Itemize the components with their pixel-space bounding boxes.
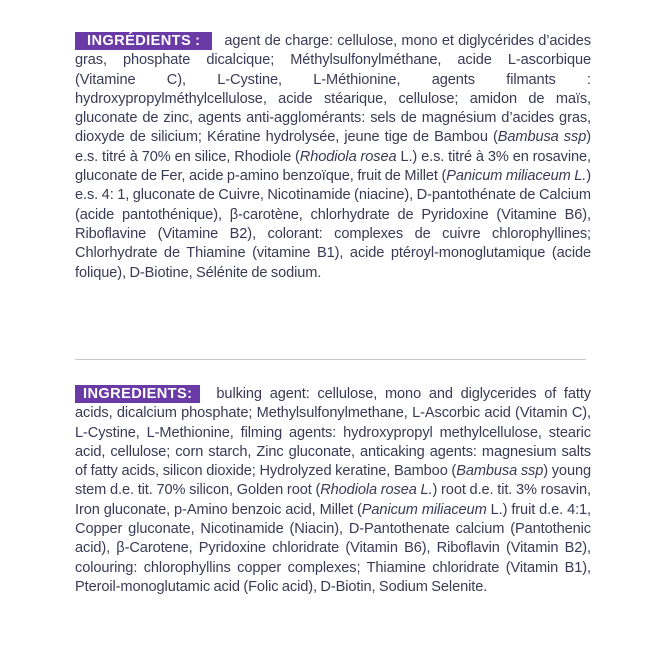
ingredients-text-en-3: ) root d.e. tit. 3% rosavin, Iron gluconate, p-Amino benzoic acid, Millet ( [75, 482, 591, 518]
ingredients-italic-en-2: Rhodiola rosea L. [320, 482, 433, 499]
ingredients-text-fr-3: L.) e.s. titré à 3% en rosavine, gluconate de Fer, acide p-amino benzoïque, fruit de Millet ( [75, 148, 591, 185]
section-divider [75, 359, 586, 360]
ingredients-text-fr-1: agent de charge: cellulose, mono et diglycérides d’acides gras, phosphate dicalcique; Méthylsulfonylméthane, acide L-ascorbique (Vitamine C), L-Cystine, L-Méthionine, agents filmants : hydroxypropylméthylcellulose, acide stéarique, cellulose; amidon de maïs, gluconate de zinc, agents anti-agglomérants: sels de magnésium d’acides gras, dioxyde de silicium; Kératine hydrolysée, jeune tige de Bambou ( [75, 33, 591, 146]
ingredients-label-en: INGREDIENTS: [75, 385, 200, 403]
ingredients-italic-fr-1: Bambusa ssp [497, 129, 587, 146]
ingredients-text-en-1: bulking agent: cellulose, mono and diglycerides of fatty acids, dicalcium phosphate; Methylsulfonylmethane, L-Ascorbic acid (Vitamin C), L-Cystine, L-Methionine, filming agents: hydroxypropyl methylcellulose, stearic acid, cellulose; corn starch, Zinc gluconate, anticaking agents: magnesium salts of fatty acids, silicon dioxide; Hydrolyzed keratine, Bamboo ( [75, 386, 591, 480]
ingredients-text-fr-2: ) e.s. titré à 70% en silice, Rhodiole ( [75, 129, 591, 165]
ingredients-english [75, 385, 591, 597]
ingredients-text-en-2: ) young stem d.e. tit. 70% silicon, Golden root ( [75, 463, 591, 499]
ingredients-french [75, 32, 591, 283]
ingredients-text-fr-4: ) e.s. 4: 1, gluconate de Cuivre, Nicotinamide (niacine), D-pantothénate de Calcium (acide pantothénique), β-carotène, chlorhydrate de Pyridoxine (Vitamine B6), Riboflavine (Vitamine B2), colorant: complexes de cuivre chlorophyllines; Chlorhydrate de Thiamine (vitamine B1), acide ptéroyl-monoglutamique (acide folique), D-Biotine, Sélénite de sodium. [75, 168, 592, 281]
ingredients-italic-fr-2: Rhodiola rosea [299, 148, 397, 165]
ingredients-italic-en-1: Bambusa ssp [456, 463, 544, 480]
ingredients-italic-en-3: Panicum miliaceum [361, 501, 487, 518]
ingredients-italic-fr-3: Panicum miliaceum L. [446, 168, 587, 185]
ingredients-label-fr: INGRÉDIENTS : [75, 32, 212, 50]
ingredients-text-en-4: L.) fruit d.e. 4:1, Copper gluconate, Nicotinamide (Niacin), D-Pantothenate calcium (Pantothenic acid), β-Carotene, Pyridoxine chloridrate (Vitamin B6), Riboflavin (Vitamin B2), colouring: chlorophyllins copper complexes; Thiamine chloridrate (Vitamin B1), Pteroil-monoglutamic acid (Folic acid), D-Biotin, Sodium Selenite. [75, 501, 592, 595]
